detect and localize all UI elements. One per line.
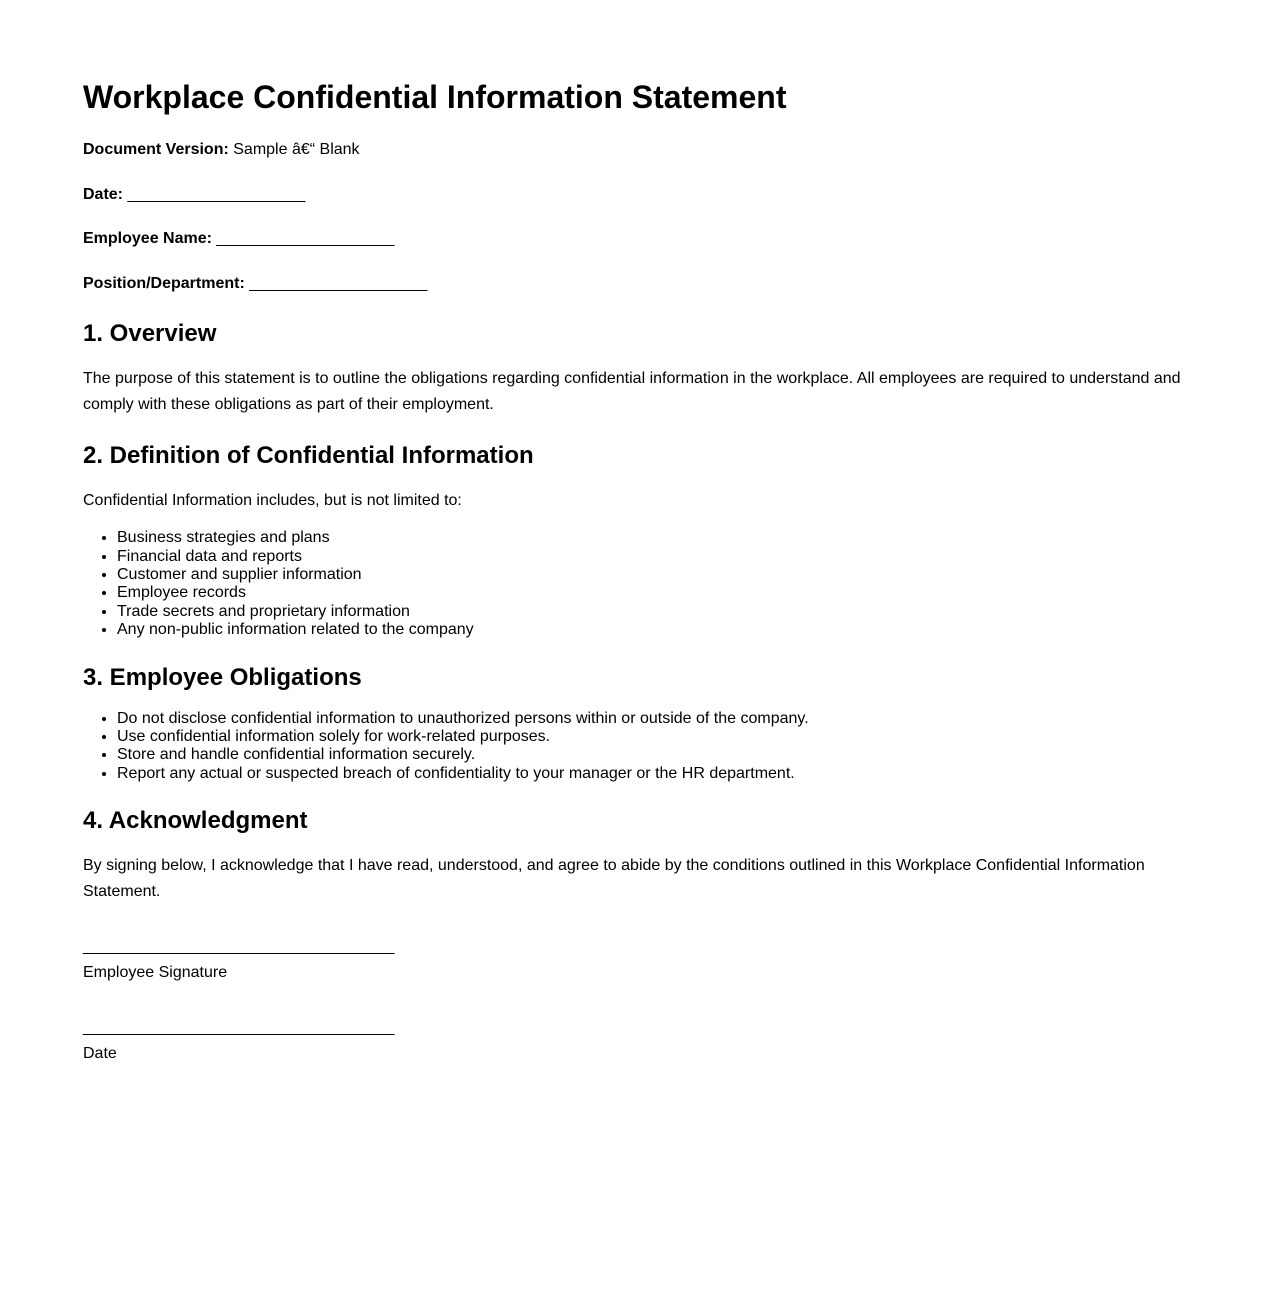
signature-label: Date (83, 1045, 117, 1063)
blank-line-employee-name: ____________________ (211, 230, 395, 248)
field-row-position-department (83, 271, 1195, 297)
signature-block-employee (83, 934, 1195, 985)
overview-paragraph: The purpose of this statement is to outline the obligations regarding confidential information in the workplace. All employees are required to understand and comply with these obligations as part of their employment. (83, 370, 1181, 413)
document-version-value: Sample â€“ Blank (228, 141, 360, 158)
field-row-employee-name (83, 226, 1195, 252)
list-item: • Financial data and reports (117, 548, 1195, 566)
section-heading-definition: 2. Definition of Confidential Information (83, 441, 534, 469)
list-item: • Store and handle confidential information securely. (117, 746, 1195, 764)
definition-bullet-list (83, 529, 1195, 639)
field-label-employee-name: Employee Name: (83, 230, 212, 248)
list-item: • Business strategies and plans (117, 529, 1195, 547)
document-version-line (83, 137, 1195, 163)
signature-line: ___________________________________ (83, 1019, 395, 1037)
list-item: • Employee records (117, 584, 1195, 602)
signature-label: Employee Signature (83, 963, 228, 981)
acknowledgment-paragraph: By signing below, I acknowledge that I have read, understood, and agree to abide by the conditions outlined in this Workplace Confidential Information Statement. (83, 857, 1145, 900)
list-item: • Use confidential information solely for work-related purposes. (117, 728, 1195, 746)
signature-line: ___________________________________ (83, 938, 395, 956)
list-item: • Report any actual or suspected breach of confidentiality to your manager or the HR department. (117, 765, 1195, 783)
list-item: • Trade secrets and proprietary information (117, 603, 1195, 621)
blank-line-date: ____________________ (123, 185, 306, 203)
list-item: • Customer and supplier information (117, 566, 1195, 584)
document-version-label: Document Version: (83, 141, 229, 158)
obligations-bullet-list (83, 710, 1195, 784)
section-heading-overview: 1. Overview (83, 320, 217, 348)
page-title: Workplace Confidential Information Statement (83, 79, 787, 115)
definition-intro: Confidential Information includes, but is not limited to: (83, 491, 462, 509)
blank-line-position-department: ____________________ (244, 274, 428, 292)
field-label-position-department: Position/Department: (83, 274, 245, 292)
list-item: • Do not disclose confidential information to unauthorized persons within or outside of the company. (117, 710, 1195, 728)
section-heading-acknowledgment: 4. Acknowledgment (83, 807, 308, 835)
section-heading-obligations: 3. Employee Obligations (83, 663, 362, 691)
field-label-date: Date: (83, 185, 124, 203)
field-row-date (83, 182, 1195, 208)
signature-block-date (83, 1015, 1195, 1066)
list-item: • Any non-public information related to the company (117, 621, 1195, 639)
